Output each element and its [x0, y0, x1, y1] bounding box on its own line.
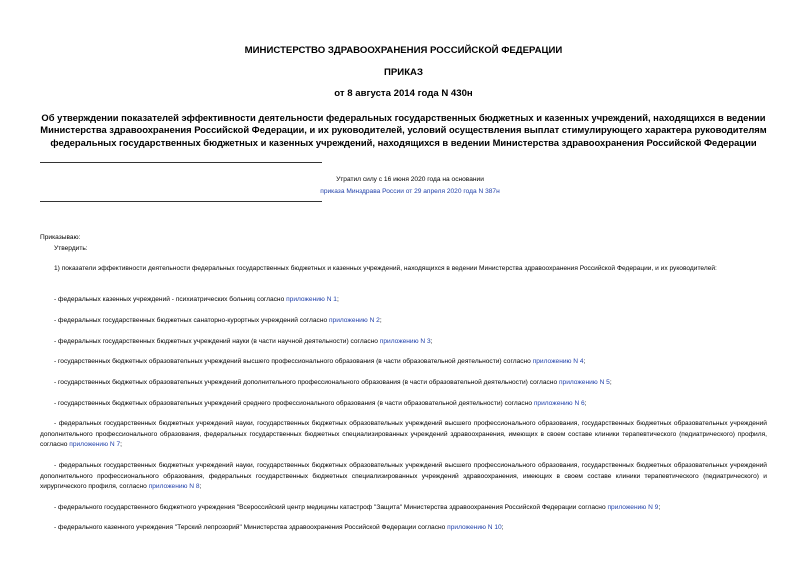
list-item: - федеральных государственных бюджетных санаторно-курортных учреждений согласно приложению N 2;: [54, 317, 382, 324]
appendix-4-link[interactable]: приложению N 4: [532, 358, 584, 365]
list-item: - федерального казенного учреждения "Терский лепрозорий" Министерства здравоохранения Российской Федерации согласно приложению N 10;: [54, 524, 504, 531]
top-divider: [40, 162, 322, 163]
status-note: [300, 174, 520, 198]
list-item: - федеральных государственных бюджетных учреждений науки, государственных бюджетных образовательных учреждений высшего профессионального образования, государственных бюджетных образовательных учреждений дополнительного профессионального образования, федеральных государственных бюджетных специализированных учреждений здравоохранения, имеющих в своем составе клиники терапевтического (педиатрического) профиля, согласно приложению N 7;: [40, 420, 767, 449]
list-item: - федерального государственного бюджетного учреждения "Всероссийский центр медицины катастроф "Защита" Министерства здравоохранения Российской Федерации согласно приложению N 9;: [54, 504, 661, 511]
list-item: - государственных бюджетных образовательных учреждений высшего профессионального образования (в части образовательной деятельности) согласно приложению N 4;: [54, 358, 586, 365]
list-item: - федеральных казенных учреждений - психиатрических больниц согласно приложению N 1;: [54, 296, 339, 303]
status-note-text: Утратил силу с 16 июня 2020 года на основании: [336, 176, 484, 183]
ministry-heading: МИНИСТЕРСТВО ЗДРАВООХРАНЕНИЯ РОССИЙСКОЙ ФЕДЕРАЦИИ: [244, 45, 563, 56]
repeal-order-link[interactable]: приказа Минздрава России от 29 апреля 2020 года N 387н: [320, 188, 500, 195]
date-number-heading: от 8 августа 2014 года N 430н: [334, 88, 473, 99]
document-title: Об утверждении показателей эффективности деятельности федеральных государственных бюджетных и казенных учреждений, находящихся в ведении Министерства здравоохранения Российской Федерации, и их руководителей, условий осуществления выплат стимулирующего характера руководителям федеральных государственных бюджетных и казенных учреждений, находящихся в ведении Министерства здравоохранения Российской Федерации: [40, 112, 767, 148]
approve-word: Утвердить:: [54, 245, 88, 252]
list-item: - федеральных государственных бюджетных учреждений науки, государственных бюджетных образовательных учреждений высшего профессионального образования, государственных бюджетных образовательных учреждений дополнительного профессионального образования, федеральных государственных бюджетных специализированных учреждений здравоохранения, имеющих в своем составе клиники терапевтического (педиатрического) и хирургического профиля, согласно приложению N 8;: [40, 462, 767, 491]
appendix-1-link[interactable]: приложению N 1: [286, 296, 337, 303]
list-item: - государственных бюджетных образовательных учреждений среднего профессионального образования (в части образовательной деятельности) согласно приложению N 6;: [54, 400, 587, 407]
doc-type-heading: ПРИКАЗ: [384, 67, 423, 78]
appendix-5-link[interactable]: приложению N 5: [558, 379, 610, 386]
appendix-6-link[interactable]: приложению N 6: [533, 400, 585, 407]
list-item: - федеральных государственных бюджетных учреждений науки (в части научной деятельности) согласно приложению N 3;: [54, 338, 433, 345]
bottom-divider: [40, 201, 322, 202]
appendix-3-link[interactable]: приложению N 3: [379, 338, 431, 345]
list-item: - государственных бюджетных образовательных учреждений дополнительного профессионального образования (в части образовательной деятельности) согласно приложению N 5;: [54, 379, 612, 386]
appendix-8-link[interactable]: приложению N 8: [148, 483, 200, 491]
appendix-7-link[interactable]: приложению N 7: [69, 441, 121, 449]
appendix-9-link[interactable]: приложению N 9: [607, 504, 659, 511]
item-1-paragraph: 1) показатели эффективности деятельности федеральных государственных бюджетных и казенных учреждений, находящихся в ведении Министерства здравоохранения Российской Федерации, и их руководителей:: [54, 265, 717, 272]
appendix-2-link[interactable]: приложению N 2: [328, 317, 380, 324]
order-word: Приказываю:: [40, 234, 81, 241]
appendix-10-link[interactable]: приложению N 10: [447, 524, 502, 531]
